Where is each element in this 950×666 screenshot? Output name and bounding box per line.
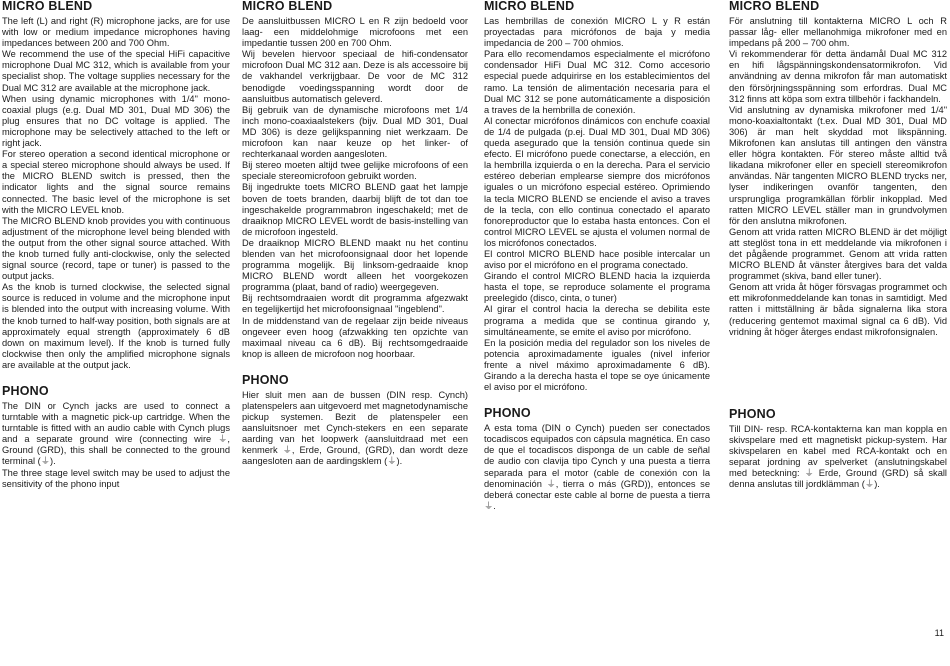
paragraph: For stereo operation a second identical microphone or a special stereo microphone should always be used. If the MICRO BLEND switch is pressed, then the indicator lights and the signal source remains connected. The basic level of the microphone is set with the MICRO LEVEL knob.: [2, 149, 230, 215]
paragraph: Bij stereo moeten altijd twee gelijke microfoons of een speciale stereomicrofoon gebruikt worden.: [242, 160, 468, 182]
paragraph: Para ello recomendamos especialmente el micrófono condensador HiFi Dual MC 312. Como accesorio especial puede adquirirse en los establecimientos del ramo. La tensión de alimentación necesaria para el Dual MC 312 se pone automáticamente a disposición a traves de la hembrilla de conexión.: [484, 49, 710, 115]
paragraph: Vid anslutning av dynamiska mikrofoner med 1/4" mono-koaxialtontakt (t.ex. Dual MD 301, Dual MD 306) är man helt skyddad mot likspänning. Mikrofonen kan anslutas till antingen den vänstra eller högra kontakten. För stereo måste alltid två likadana mikrofoner eller en speciell stereomikrofon användas. När tangenten MICRO BLEND trycks ner, lyser indikeringen ovanför tangenten, den ursprungliga programkällan förblir inkopplad. Med ratten MICRO LEVEL ställer man in grundvolymen för den anslutna mikrofonen.: [729, 104, 947, 226]
paragraph: Las hembrillas de conexión MICRO L y R están proyectadas para micrófonos de baja y media impedancia de 200 – 700 ohmios.: [484, 16, 710, 49]
paragraph: The MICRO BLEND knob provides you with continuous adjustment of the microphone level being blended with the output from the other signal source attached. With the knob turned fully anti-clockwise, only the selected signal source (record, tape or tuner) is passed to the output jacks.: [2, 215, 230, 282]
paragraph: Bij rechtsomdraaien wordt dit programma afgezwakt en tegelijkertijd het microfoonsignaal "ingeblend".: [242, 293, 468, 315]
paragraph: Genom att vrida åt höger försvagas programmet och ett mikrofonmeddelande kan tonas in samtidigt. Med ratten i mittställning är båda signalerna lika stora (reducering gentemot maximal signal ca 6 dB). Vid vridning åt höger återges endast mikrofonsignalen.: [729, 282, 947, 337]
paragraph: Hier sluit men aan de bussen (DIN resp. Cynch) platenspelers aan uitgevoerd met magnetodynamische pickup systemen. Bezit de platenspeler een aansluitsnoer met Cynch-stekers en een separate aarding van het loopwerk (aansluitdraad met een kenmerk ⏚, Erde, Ground, (GRD), dan wordt deze aangesloten aan de aardingsklem (⏚).: [242, 389, 468, 467]
paragraph: As the knob is turned clockwise, the selected signal source is reduced in volume and the microphone input is blended into the output with increasing volume. With the knob turned to half-way position, both signals are at approximately equal strength (approximately 6 dB down on maximum level). If the knob is turned fully clockwise then only the amplified microphone signals are available at the output jack.: [2, 282, 230, 370]
section-heading: MICRO BLEND: [242, 0, 333, 13]
paragraph: Bij ingedrukte toets MICRO BLEND gaat het lampje boven de toets branden, daarbij blijft de tot dan toe ingeschakelde programmabron ingeschakeld; met de draaiknop MICRO LEVEL wordt de basis-instelling van de microfoon ingesteld.: [242, 182, 468, 237]
paragraph: Al conectar micrófonos dinámicos con enchufe coaxial de 1/4 de pulgada (p.ej. Dual MD 301, Dual MD 306) queda asegurado que la tensión continua quede sin efecto. El micrófono puede conectarse, a elección, en la hembrilla izquierda o en la derecha. Para el servicio estéreo deberian emplearse siempre dos micrófonos iguales o un micrófono especial estéreo. Oprimiendo la tecla MICRO BLEND se enciende el aviso a traves de la tecla, con ello continua conectado el aparato fonoreproductor que lo estaba hasta entonces. Con el control MICRO LEVEL se ajusta el volumen normal de los micrófonos conectados.: [484, 115, 710, 248]
paragraph: För anslutning till kontakterna MICRO L och R passar låg- eller mellanohmiga mikrofoner med en impedans på 200 – 700 ohm.: [729, 16, 947, 49]
paragraph: De aansluitbussen MICRO L en R zijn bedoeld voor laag- een middelohmige microfoons met een impedantie tussen 200 en 700 Ohm.: [242, 16, 468, 49]
page-number: 11: [934, 628, 944, 638]
paragraph: In de middenstand van de regelaar zijn beide niveaus ongeveer even hoog (afzwakking ten opzichte van maximaal niveau ca 6 dB). Bij rechtsomgedraaide knop is alleen de microfoon nog hoorbaar.: [242, 315, 468, 359]
paragraph: When using dynamic microphones with 1/4" mono-coaxial plugs (e.g. Dual MD 301, Dual MD 306) the plug ensures that no DC voltage is applied. The microphone may be selectively attached to the left or right jack.: [2, 93, 230, 149]
subsection-heading: PHONO: [242, 372, 289, 387]
paragraph: Girando el control MICRO BLEND hacia la izquierda hasta el tope, se reproduce solamente el programa preelegido (disco, cinta, o tuner): [484, 271, 710, 304]
column-spanish: [482, 0, 712, 512]
paragraph: The three stage level switch may be used to adjust the sensitivity of the phono input: [2, 467, 230, 489]
column-dutch: [240, 0, 470, 468]
subsection-heading: PHONO: [2, 384, 49, 398]
paragraph: The DIN or Cynch jacks are used to connect a turntable with a magnetic pick-up cartridge. When the turntable is fitted with an audio cable with Cynch plugs and a separate ground wire (connecting wire ⏚, Ground (GRD), this shall be connected to the ground terminal (⏚).: [2, 401, 230, 467]
column-english: [0, 0, 232, 490]
column-swedish: [727, 0, 949, 490]
section-heading: MICRO BLEND: [729, 0, 820, 13]
paragraph: Till DIN- resp. RCA-kontakterna kan man koppla en skivspelare med ett magnetiskt pickup-system. Har skivspelaren en kabel med RCA-kontakt och en separat jordning av spelverket (anslutningskabel med beteckning: ⏚ Erde, Ground (GRD) så skall denna anslutas till jordklämman (⏚).: [729, 423, 947, 490]
paragraph: Al girar el control hacia la derecha se debilita este programa a medida que se continua girando y, simultáneamente, se emite el aviso por micrófono.: [484, 304, 710, 337]
paragraph: The left (L) and right (R) microphone jacks, are for use with low or medium impedance microphones having impedances between 200 and 700 Ohm.: [2, 16, 230, 49]
paragraph: We recommend the use of the special HiFi capacitive microphone Dual MC 312, which is available from your specialist shop. The voltage supplies necessary for the Dual MC 312 are available at the microphone jack.: [2, 49, 230, 93]
paragraph: En la posición media del regulador son los niveles de potencia aproximadamente iguales (nivel inferior frente a nivel máximo aproximadamente 6 dB). Girando a la derecha hasta el tope se oye únicamente el aviso por el micrófono.: [484, 337, 710, 393]
section-heading: MICRO BLEND: [2, 0, 93, 13]
paragraph: Vi rekommenderar för detta ändamål Dual MC 312 en hifi lågspänningskondensatormikrofon. Vid användning av denna mikrofon får man automatiskt den försörjningsspänning som erfordras. Dual MC 312 finns att köpa som extra tillbehör i fackhandeln.: [729, 49, 947, 104]
paragraph: De draaiknop MICRO BLEND maakt nu het continu blenden van het microfoonsignaal door het lopende programma mogelijk. Bij linksom-gedraaide knop MICRO BLEND wordt alleen het voorgekozen programma (plaat, band of radio) weergegeven.: [242, 237, 468, 293]
subsection-heading: PHONO: [484, 406, 531, 421]
paragraph: El control MICRO BLEND hace posible intercalar un aviso por el micrófono en el programa conectado.: [484, 248, 710, 271]
paragraph: Wij bevelen hiervoor speciaal de hifi-condensator microfoon Dual MC 312 aan. Deze is als accessoire bij de vakhandel verkrijgbaar. De voor de MC 312 benodigde voedingsspanning wordt door de aansluitbus automatisch geleverd.: [242, 49, 468, 104]
paragraph: Genom att vrida ratten MICRO BLEND är det möjligt att steglöst tona in ett meddelande via mikrofonen i det pågående programmet. Genom att vrida ratten MICRO BLEND åt vänster återgives bara det valda programmet (skiva, band eller tuner).: [729, 226, 947, 282]
paragraph: A esta toma (DIN o Cynch) pueden ser conectados tocadiscos equipados con cápsula magnética. En caso de que el tocadiscos disponga de un cable de señal de audio con clavija tipo Cynch y una puesta a tierra separada para el motor (cable de conexión con la denominación ⏚, tierra o más (GRD)), entonces se deberá conectar este cable al borne de puesta a tierra ⏚.: [484, 423, 710, 511]
paragraph: Bij gebruik van de dynamische microfoons met 1/4 inch mono-coaxiaalstekers (bijv. Dual MD 301, Dual MD 306) is deze gelijkspanning niet werkzaam. De microfoon kan naar keuze op het linker- of rechterkanaal worden aangesloten.: [242, 104, 468, 160]
subsection-heading: PHONO: [729, 406, 776, 421]
section-heading: MICRO BLEND: [484, 0, 575, 13]
